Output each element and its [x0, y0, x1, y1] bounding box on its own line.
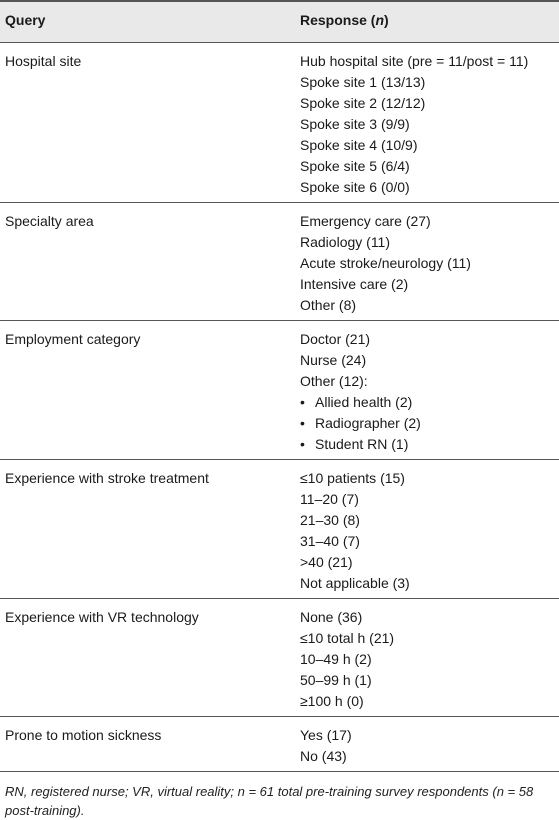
query-cell: Experience with VR technology — [5, 609, 199, 625]
response-cell — [300, 468, 559, 594]
response-item: Spoke site 2 (12/12) — [300, 95, 426, 111]
response-item: Spoke site 1 (13/13) — [300, 74, 426, 90]
bullet-text: Radiographer (2) — [315, 415, 421, 431]
response-item: ≤10 total h (21) — [300, 630, 395, 646]
response-item: Radiology (11) — [300, 234, 391, 250]
table-row-hospital-site — [0, 43, 559, 203]
table-row-specialty-area — [0, 203, 559, 321]
response-item: 31–40 (7) — [300, 533, 360, 549]
response-item: Spoke site 4 (10/9) — [300, 137, 418, 153]
table-row-stroke-experience — [0, 460, 559, 599]
response-item: Intensive care (2) — [300, 276, 409, 292]
query-column-header: Query — [5, 12, 46, 28]
response-item: Spoke site 3 (9/9) — [300, 116, 410, 132]
response-item: Nurse (24) — [300, 352, 367, 368]
bullet-item — [300, 392, 559, 413]
query-cell: Experience with stroke treatment — [5, 470, 209, 486]
response-item: 10–49 h (2) — [300, 651, 372, 667]
response-item: Other (8) — [300, 297, 357, 313]
response-item: >40 (21) — [300, 554, 353, 570]
table-row-vr-experience — [0, 599, 559, 717]
response-item: ≤10 patients (15) — [300, 470, 405, 486]
response-item: Not applicable (3) — [300, 575, 410, 591]
response-item: Spoke site 5 (6/4) — [300, 158, 410, 174]
response-item: Emergency care (27) — [300, 213, 431, 229]
response-cell — [300, 329, 559, 455]
bullet-item — [300, 434, 559, 455]
table-row-motion-sickness — [0, 717, 559, 772]
query-cell: Specialty area — [5, 213, 94, 229]
bullet-text: Student RN (1) — [315, 436, 409, 452]
bullet-icon: • — [300, 436, 305, 452]
bullet-item — [300, 413, 559, 434]
response-column-header: Response (n) — [300, 12, 389, 28]
response-cell — [300, 51, 559, 198]
bullet-icon: • — [300, 394, 305, 410]
response-item: Yes (17) — [300, 727, 352, 743]
table-row-employment-category — [0, 321, 559, 460]
response-item: No (43) — [300, 748, 347, 764]
response-item: Spoke site 6 (0/0) — [300, 179, 410, 195]
query-cell: Employment category — [5, 331, 141, 347]
response-item: 50–99 h (1) — [300, 672, 372, 688]
query-cell: Prone to motion sickness — [5, 727, 162, 743]
response-header-label: Response — [300, 12, 367, 28]
table-footnote: RN, registered nurse; VR, virtual reality; n = 61 total pre-training survey respondents (n = 58 post-training). — [5, 784, 534, 818]
response-item: ≥100 h (0) — [300, 693, 364, 709]
response-item: 11–20 (7) — [300, 491, 359, 507]
response-item: Other (12): — [300, 373, 368, 389]
response-cell — [300, 211, 559, 316]
response-cell — [300, 725, 559, 767]
bullet-icon: • — [300, 415, 305, 431]
table-header — [0, 0, 559, 43]
response-cell — [300, 607, 559, 712]
response-item: Acute stroke/neurology (11) — [300, 255, 471, 271]
query-cell: Hospital site — [5, 53, 82, 69]
response-item: 21–30 (8) — [300, 512, 360, 528]
response-item: None (36) — [300, 609, 363, 625]
bullet-text: Allied health (2) — [315, 394, 413, 410]
response-header-n: n — [375, 12, 385, 28]
response-item: Hub hospital site (pre = 11/post = 11) — [300, 53, 529, 69]
response-item: Doctor (21) — [300, 331, 371, 347]
